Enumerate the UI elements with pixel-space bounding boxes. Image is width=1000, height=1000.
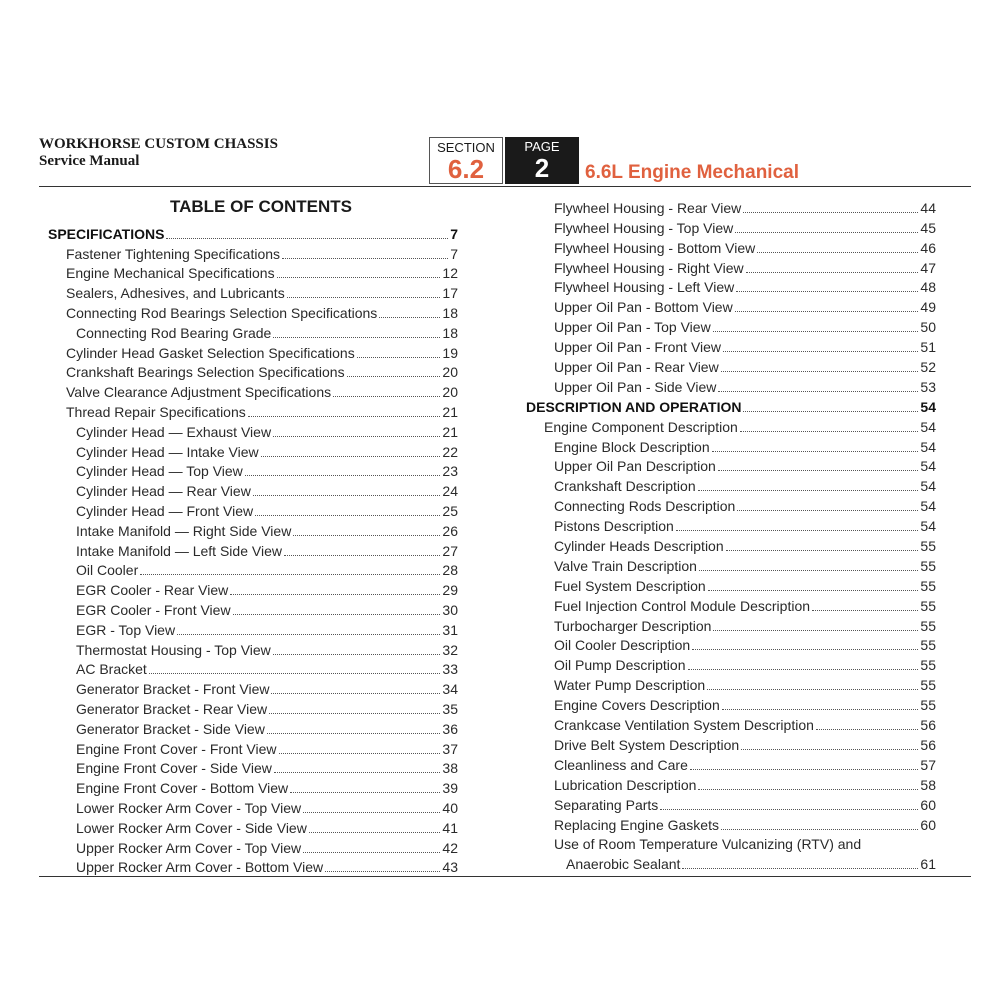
- toc-entry-title: Engine Block Description: [554, 438, 710, 455]
- dot-leader: [699, 570, 919, 571]
- toc-entry-title: Upper Oil Pan Description: [554, 458, 716, 475]
- toc-entry-page: 39: [442, 780, 458, 797]
- dot-leader: [284, 555, 440, 556]
- toc-entry[interactable]: [526, 555, 936, 575]
- toc-entry[interactable]: [48, 619, 458, 639]
- toc-entry-page: 55: [920, 617, 936, 634]
- toc-entry-page: 12: [442, 265, 458, 282]
- dot-leader: [736, 291, 918, 292]
- toc-entry-page: 58: [920, 776, 936, 793]
- toc-entry-title: Cylinder Head — Top View: [76, 463, 243, 480]
- toc-entry-page: 37: [442, 740, 458, 757]
- toc-entry-page: 26: [442, 522, 458, 539]
- dot-leader: [688, 669, 919, 670]
- dot-leader: [698, 490, 919, 491]
- toc-entry[interactable]: [48, 401, 458, 421]
- dot-leader: [261, 456, 441, 457]
- brand-title: WORKHORSE CUSTOM CHASSIS: [39, 136, 278, 152]
- toc-entry[interactable]: [526, 635, 936, 655]
- toc-entry[interactable]: [526, 456, 936, 476]
- toc-entry[interactable]: [526, 814, 936, 834]
- toc-entry[interactable]: [526, 654, 936, 674]
- toc-entry-page: 36: [442, 720, 458, 737]
- dot-leader: [230, 594, 440, 595]
- dot-leader: [735, 232, 918, 233]
- dot-leader: [757, 252, 918, 253]
- dot-leader: [273, 436, 440, 437]
- toc-entry-title: EGR Cooler - Front View: [76, 601, 231, 618]
- toc-entry-page: 51: [920, 339, 936, 356]
- toc-entry-title: Oil Cooler Description: [554, 637, 691, 654]
- dot-leader: [333, 396, 440, 397]
- dot-leader: [737, 510, 918, 511]
- toc-entry-title: Use of Room Temperature Vulcanizing (RTV) and: [554, 836, 862, 853]
- dot-leader: [309, 832, 441, 833]
- dot-leader: [740, 431, 919, 432]
- toc-entry[interactable]: [48, 758, 458, 778]
- toc-entry-title: Replacing Engine Gaskets: [554, 816, 719, 833]
- toc-entry-page: 49: [920, 299, 936, 316]
- dot-leader: [325, 871, 440, 872]
- toc-entry-page: 57: [920, 756, 936, 773]
- toc-entry-title: Upper Rocker Arm Cover - Top View: [76, 839, 302, 856]
- toc-entry-page: 54: [920, 398, 936, 415]
- toc-entry-title: Engine Component Description: [544, 418, 738, 435]
- toc-entry-title: DESCRIPTION AND OPERATION: [526, 398, 742, 415]
- dot-leader: [379, 317, 440, 318]
- toc-entry-title: Upper Oil Pan - Front View: [554, 339, 722, 356]
- dot-leader: [149, 673, 441, 674]
- toc-entry-title: Engine Front Cover - Front View: [76, 740, 277, 757]
- toc-entry-page: 7: [450, 225, 458, 242]
- toc-entry[interactable]: [48, 500, 458, 520]
- dot-leader: [357, 357, 441, 358]
- dot-leader: [303, 852, 440, 853]
- toc-entry-title: Upper Oil Pan - Bottom View: [554, 299, 733, 316]
- toc-entry-title: Engine Front Cover - Bottom View: [76, 780, 289, 797]
- toc-entry[interactable]: [526, 834, 936, 854]
- toc-entry-title: Crankshaft Description: [554, 478, 696, 495]
- toc-entry-page: 53: [920, 378, 936, 395]
- dot-leader: [279, 753, 441, 754]
- toc-entry-page: 20: [442, 384, 458, 401]
- toc-entry-page: 54: [920, 498, 936, 515]
- toc-entry[interactable]: [48, 857, 458, 877]
- dot-leader: [743, 212, 918, 213]
- toc-entry-page: 21: [442, 403, 458, 420]
- toc-entry[interactable]: [48, 223, 458, 243]
- toc-entry[interactable]: [526, 674, 936, 694]
- toc-entry[interactable]: [48, 480, 458, 500]
- toc-entry-page: 22: [442, 443, 458, 460]
- toc-entry-title: Lower Rocker Arm Cover - Top View: [76, 799, 302, 816]
- toc-entry[interactable]: [48, 461, 458, 481]
- dot-leader: [287, 297, 441, 298]
- toc-entry[interactable]: [48, 302, 458, 322]
- dot-leader: [708, 590, 919, 591]
- toc-entry[interactable]: [526, 277, 936, 297]
- toc-entry-page: 55: [920, 538, 936, 555]
- dot-leader: [255, 515, 440, 516]
- toc-entry-title: Connecting Rod Bearings Selection Specifications: [66, 304, 378, 321]
- toc-entry[interactable]: [48, 263, 458, 283]
- toc-entry-title: Intake Manifold — Right Side View: [76, 522, 292, 539]
- toc-entry-page: 48: [920, 279, 936, 296]
- toc-entry-page: 54: [920, 418, 936, 435]
- dot-leader: [177, 634, 440, 635]
- page-label: PAGE: [524, 139, 560, 154]
- toc-entry-page: 7: [450, 245, 458, 262]
- toc-entry-title: Fuel Injection Control Module Description: [554, 597, 811, 614]
- toc-entry[interactable]: [48, 639, 458, 659]
- toc-entry-title: Engine Covers Description: [554, 697, 720, 714]
- toc-entry-title: Upper Oil Pan - Side View: [554, 378, 717, 395]
- toc-entry-title: Valve Train Description: [554, 557, 697, 574]
- toc-entry-title: Fuel System Description: [554, 577, 706, 594]
- toc-entry-page: 54: [920, 458, 936, 475]
- dot-leader: [282, 258, 448, 259]
- section-box: [429, 137, 503, 184]
- dot-leader: [233, 614, 441, 615]
- dot-leader: [712, 451, 919, 452]
- toc-entry-title: Flywheel Housing - Top View: [554, 219, 734, 236]
- toc-entry-title: Cylinder Head — Front View: [76, 502, 254, 519]
- toc-left-column: [48, 223, 458, 876]
- dot-leader: [816, 729, 919, 730]
- toc-entry-title: Thermostat Housing - Top View: [76, 641, 271, 658]
- toc-entry[interactable]: [48, 599, 458, 619]
- toc-entry[interactable]: [526, 853, 936, 873]
- toc-entry-page: 55: [920, 657, 936, 674]
- toc-entry[interactable]: [526, 396, 936, 416]
- toc-entry-page: 28: [442, 562, 458, 579]
- dot-leader: [347, 376, 441, 377]
- dot-leader: [718, 391, 918, 392]
- toc-entry-title: Connecting Rod Bearing Grade: [76, 324, 272, 341]
- dot-leader: [721, 829, 918, 830]
- toc-entry[interactable]: [526, 734, 936, 754]
- toc-entry-page: 56: [920, 736, 936, 753]
- toc-entry[interactable]: [526, 436, 936, 456]
- dot-leader: [741, 749, 918, 750]
- toc-entry[interactable]: [526, 237, 936, 257]
- toc-entry[interactable]: [48, 322, 458, 342]
- toc-entry[interactable]: [526, 296, 936, 316]
- toc-entry[interactable]: [526, 794, 936, 814]
- toc-entry-title: SPECIFICATIONS: [48, 225, 165, 242]
- toc-entry[interactable]: [48, 817, 458, 837]
- dot-leader: [245, 475, 441, 476]
- toc-entry-title: Engine Mechanical Specifications: [66, 265, 275, 282]
- dot-leader: [713, 630, 918, 631]
- toc-entry[interactable]: [48, 718, 458, 738]
- dot-leader: [660, 809, 918, 810]
- toc-entry-title: Engine Front Cover - Side View: [76, 760, 272, 777]
- toc-entry[interactable]: [526, 615, 936, 635]
- page-number-box: [505, 137, 579, 184]
- dot-leader: [812, 610, 918, 611]
- toc-entry-title: Cleanliness and Care: [554, 756, 688, 773]
- toc-entry-title: Lower Rocker Arm Cover - Side View: [76, 819, 307, 836]
- toc-entry-title: Oil Cooler: [76, 562, 139, 579]
- dot-leader: [303, 812, 440, 813]
- dot-leader: [290, 792, 440, 793]
- toc-entry-title: Generator Bracket - Rear View: [76, 700, 268, 717]
- toc-entry[interactable]: [526, 336, 936, 356]
- toc-entry-page: 61: [920, 856, 936, 873]
- toc-entry[interactable]: [526, 495, 936, 515]
- toc-entry[interactable]: [48, 678, 458, 698]
- toc-entry-page: 42: [442, 839, 458, 856]
- toc-entry-title: EGR - Top View: [76, 621, 176, 638]
- footer-divider: [39, 876, 971, 877]
- toc-entry[interactable]: [48, 560, 458, 580]
- toc-entry-page: 54: [920, 518, 936, 535]
- toc-entry-page: 52: [920, 359, 936, 376]
- toc-entry-page: 24: [442, 483, 458, 500]
- toc-entry-page: 17: [442, 285, 458, 302]
- toc-entry[interactable]: [48, 698, 458, 718]
- toc-entry-page: 47: [920, 259, 936, 276]
- toc-entry[interactable]: [48, 362, 458, 382]
- toc-entry-title: Cylinder Head — Rear View: [76, 483, 251, 500]
- toc-entry-title: AC Bracket: [76, 661, 147, 678]
- toc-entry[interactable]: [48, 520, 458, 540]
- dot-leader: [713, 331, 919, 332]
- toc-entry-page: 44: [920, 199, 936, 216]
- toc-entry-title: Anaerobic Sealant: [566, 856, 681, 873]
- toc-entry[interactable]: [48, 579, 458, 599]
- toc-entry[interactable]: [526, 475, 936, 495]
- toc-entry-page: 38: [442, 760, 458, 777]
- toc-entry-page: 34: [442, 681, 458, 698]
- toc-entry-page: 60: [920, 796, 936, 813]
- toc-entry-title: Crankcase Ventilation System Description: [554, 717, 814, 734]
- toc-entry-title: Thread Repair Specifications: [66, 403, 246, 420]
- dot-leader: [723, 351, 918, 352]
- dot-leader: [743, 411, 918, 412]
- toc-entry[interactable]: [526, 376, 936, 396]
- toc-entry-title: Upper Oil Pan - Rear View: [554, 359, 719, 376]
- toc-entry[interactable]: [526, 515, 936, 535]
- toc-entry-page: 41: [442, 819, 458, 836]
- toc-entry[interactable]: [48, 797, 458, 817]
- toc-entry-title: Lubrication Description: [554, 776, 697, 793]
- section-label: SECTION: [437, 140, 495, 155]
- page-number: 2: [534, 153, 550, 183]
- toc-entry[interactable]: [48, 342, 458, 362]
- toc-entry[interactable]: [526, 316, 936, 336]
- toc-entry-title: Flywheel Housing - Left View: [554, 279, 735, 296]
- toc-entry-page: 54: [920, 478, 936, 495]
- toc-entry[interactable]: [48, 540, 458, 560]
- toc-entry-title: Valve Clearance Adjustment Specifications: [66, 384, 332, 401]
- toc-entry-page: 45: [920, 219, 936, 236]
- toc-entry-page: 32: [442, 641, 458, 658]
- toc-entry-page: 19: [442, 344, 458, 361]
- dot-leader: [690, 769, 919, 770]
- toc-entry-title: Generator Bracket - Side View: [76, 720, 265, 737]
- toc-entry-page: 25: [442, 502, 458, 519]
- dot-leader: [692, 649, 918, 650]
- toc-entry-page: 27: [442, 542, 458, 559]
- toc-entry[interactable]: [526, 416, 936, 436]
- dot-leader: [722, 709, 919, 710]
- toc-entry-page: 35: [442, 700, 458, 717]
- dot-leader: [676, 530, 919, 531]
- toc-entry-page: 20: [442, 364, 458, 381]
- toc-entry[interactable]: [526, 356, 936, 376]
- toc-entry-title: Cylinder Head Gasket Selection Specifications: [66, 344, 355, 361]
- toc-entry[interactable]: [526, 257, 936, 277]
- toc-entry-title: Upper Oil Pan - Top View: [554, 319, 711, 336]
- toc-entry-page: 43: [442, 859, 458, 876]
- toc-entry-title: Separating Parts: [554, 796, 659, 813]
- toc-entry-title: Cylinder Head — Intake View: [76, 443, 259, 460]
- brand-block: [39, 136, 278, 170]
- dot-leader: [273, 654, 441, 655]
- toc-entry[interactable]: [526, 535, 936, 555]
- toc-right-column: [526, 197, 936, 873]
- dot-leader: [271, 693, 440, 694]
- chapter-title: 6.6L Engine Mechanical: [585, 162, 800, 183]
- toc-entry-title: Connecting Rods Description: [554, 498, 736, 515]
- toc-entry[interactable]: [526, 197, 936, 217]
- toc-entry[interactable]: [48, 738, 458, 758]
- dot-leader: [721, 371, 919, 372]
- dot-leader: [735, 311, 919, 312]
- dot-leader: [274, 772, 441, 773]
- toc-entry[interactable]: [526, 217, 936, 237]
- toc-entry[interactable]: [48, 441, 458, 461]
- toc-entry-page: 46: [920, 239, 936, 256]
- toc-entry-title: Cylinder Head — Exhaust View: [76, 423, 272, 440]
- toc-entry[interactable]: [48, 381, 458, 401]
- toc-entry[interactable]: [48, 659, 458, 679]
- toc-entry[interactable]: [526, 774, 936, 794]
- toc-entry-title: Pistons Description: [554, 518, 674, 535]
- toc-entry[interactable]: [526, 595, 936, 615]
- toc-entry-page: 55: [920, 557, 936, 574]
- toc-entry[interactable]: [526, 714, 936, 734]
- toc-entry[interactable]: [48, 421, 458, 441]
- toc-entry-page: 54: [920, 438, 936, 455]
- toc-entry-page: 23: [442, 463, 458, 480]
- toc-entry-title: Upper Rocker Arm Cover - Bottom View: [76, 859, 324, 876]
- toc-entry-title: Turbocharger Description: [554, 617, 712, 634]
- toc-entry-title: Flywheel Housing - Bottom View: [554, 239, 756, 256]
- dot-leader: [726, 550, 919, 551]
- dot-leader: [746, 272, 919, 273]
- dot-leader: [277, 277, 441, 278]
- toc-entry-page: 29: [442, 582, 458, 599]
- toc-entry-title: Water Pump Description: [554, 677, 706, 694]
- toc-entry-title: Flywheel Housing - Rear View: [554, 199, 742, 216]
- toc-entry-title: Generator Bracket - Front View: [76, 681, 270, 698]
- brand-subtitle: Service Manual: [39, 153, 140, 169]
- header-divider: [39, 186, 971, 187]
- toc-entry-page: 31: [442, 621, 458, 638]
- dot-leader: [293, 535, 440, 536]
- toc-entry-page: 33: [442, 661, 458, 678]
- toc-entry-title: Fastener Tightening Specifications: [66, 245, 281, 262]
- dot-leader: [253, 495, 441, 496]
- toc-entry-page: 30: [442, 601, 458, 618]
- dot-leader: [166, 238, 448, 239]
- toc-entry-title: Drive Belt System Description: [554, 736, 740, 753]
- toc-entry-page: 55: [920, 597, 936, 614]
- toc-entry-page: 56: [920, 717, 936, 734]
- dot-leader: [682, 868, 918, 869]
- toc-entry-title: Intake Manifold — Left Side View: [76, 542, 282, 559]
- dot-leader: [267, 733, 441, 734]
- toc-entry[interactable]: [48, 837, 458, 857]
- toc-entry-title: Oil Pump Description: [554, 657, 686, 674]
- toc-entry-page: 18: [442, 304, 458, 321]
- dot-leader: [273, 337, 440, 338]
- dot-leader: [269, 713, 440, 714]
- dot-leader: [140, 574, 440, 575]
- dot-leader: [248, 416, 441, 417]
- toc-entry-page: 50: [920, 319, 936, 336]
- toc-entry-page: 55: [920, 637, 936, 654]
- toc-entry-page: 60: [920, 816, 936, 833]
- toc-entry-title: Sealers, Adhesives, and Lubricants: [66, 285, 285, 302]
- toc-entry-page: 40: [442, 799, 458, 816]
- toc-entry-title: Crankshaft Bearings Selection Specifications: [66, 364, 345, 381]
- toc-entry[interactable]: [48, 282, 458, 302]
- dot-leader: [707, 689, 918, 690]
- toc-entry-title: Cylinder Heads Description: [554, 538, 724, 555]
- section-number: 6.2: [447, 154, 485, 184]
- toc-entry-page: 55: [920, 697, 936, 714]
- toc-entry-page: 18: [442, 324, 458, 341]
- toc-entry-page: 55: [920, 677, 936, 694]
- toc-entry-title: EGR Cooler - Rear View: [76, 582, 229, 599]
- toc-heading: TABLE OF CONTENTS: [170, 197, 352, 216]
- toc-entry-page: 55: [920, 577, 936, 594]
- toc-entry[interactable]: [48, 777, 458, 797]
- dot-leader: [698, 789, 918, 790]
- dot-leader: [718, 470, 919, 471]
- toc-entry[interactable]: [526, 754, 936, 774]
- toc-entry-title: Flywheel Housing - Right View: [554, 259, 744, 276]
- toc-entry[interactable]: [48, 243, 458, 263]
- toc-entry[interactable]: [526, 575, 936, 595]
- toc-entry-page: 21: [442, 423, 458, 440]
- toc-entry[interactable]: [526, 694, 936, 714]
